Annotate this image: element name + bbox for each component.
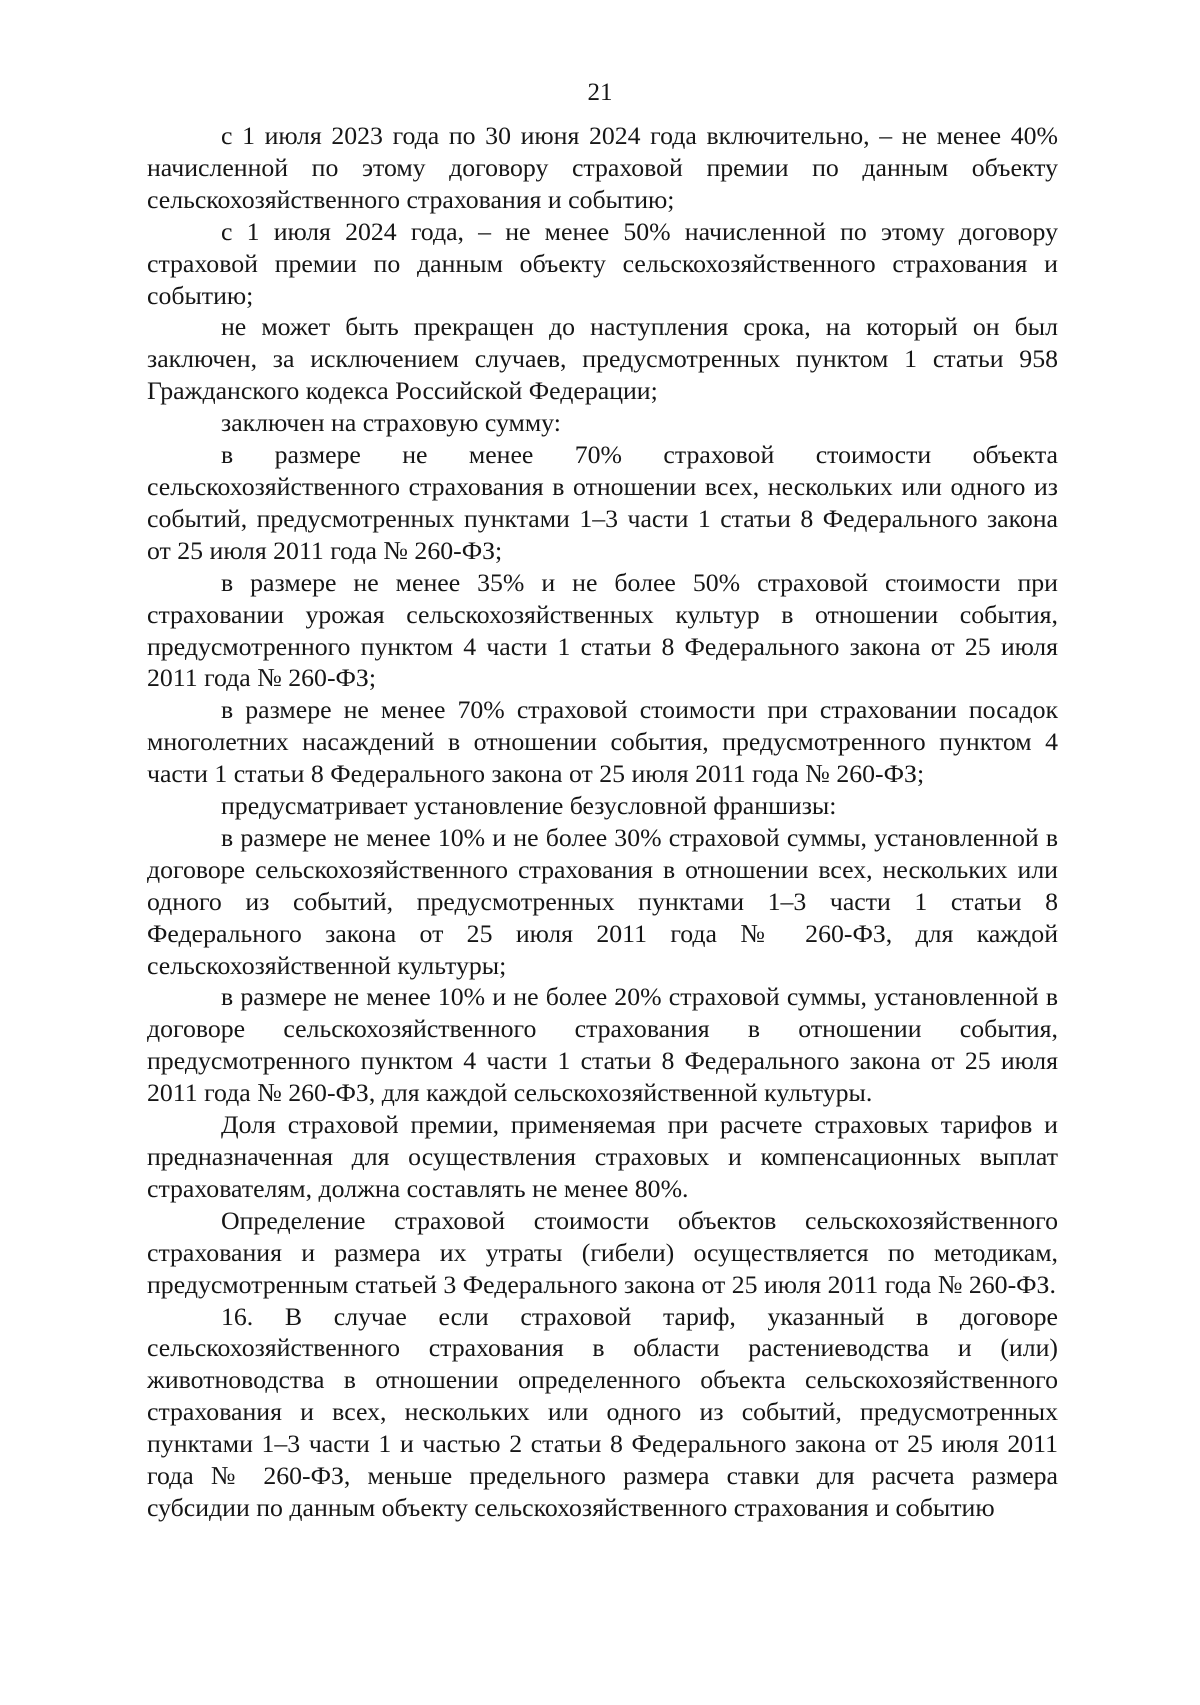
paragraph: заключен на страховую сумму: [221, 408, 561, 438]
paragraph: в размере не менее 10% и не более 30% страховой суммы, установленной в договоре сельскохозяйственного страхования в отношении всех, нескольких или одного из событий, предусмотренных пунктами 1–3 части 1 статьи 8 Федерального закона от 25 июля 2011 года № 260-ФЗ, для каждой сельскохозяйственной культуры; [147, 822, 1058, 980]
paragraph: не может быть прекращен до наступления срока, на который он был заключен, за исключением случаев, предусмотренных пунктом 1 статьи 958 Гражданского кодекса Российской Федерации; [147, 312, 1058, 406]
paragraph: в размере не менее 70% страховой стоимости объекта сельскохозяйственного страхования в отношении всех, нескольких или одного из событий, предусмотренных пунктами 1–3 части 1 статьи 8 Федерального закона от 25 июля 2011 года № 260-ФЗ; [147, 440, 1058, 565]
document-body [147, 120, 1058, 1524]
paragraph: с 1 июля 2024 года, – не менее 50% начисленной по этому договору страховой премии по данным объекту сельскохозяйственного страхования и событию; [147, 216, 1058, 310]
paragraph: с 1 июля 2023 года по 30 июня 2024 года включительно, – не менее 40% начисленной по этому договору страховой премии по данным объекту сельскохозяйственного страхования и событию; [147, 121, 1058, 214]
paragraph: в размере не менее 70% страховой стоимости при страховании посадок многолетних насаждений в отношении события, предусмотренного пунктом 4 части 1 статьи 8 Федерального закона от 25 июля 2011 года № 260-ФЗ; [147, 695, 1058, 789]
paragraph: Определение страховой стоимости объектов сельскохозяйственного страхования и размера их утраты (гибели) осуществляется по методикам, предусмотренным статьей 3 Федерального закона от 25 июля 2011 года № 260-ФЗ. [147, 1205, 1058, 1299]
paragraph: в размере не менее 10% и не более 20% страховой суммы, установленной в договоре сельскохозяйственного страхования в отношении события, предусмотренного пунктом 4 части 1 статьи 8 Федерального закона от 25 июля 2011 года № 260-ФЗ, для каждой сельскохозяйственной культуры. [147, 982, 1058, 1108]
page-number: 21 [587, 79, 613, 106]
paragraph: Доля страховой премии, применяемая при расчете страховых тарифов и предназначенная для осуществления страховых и компенсационных выплат страхователям, должна составлять не менее 80%. [147, 1110, 1058, 1203]
paragraph: в размере не менее 35% и не более 50% страховой стоимости при страховании урожая сельскохозяйственных культур в отношении события, предусмотренного пунктом 4 части 1 статьи 8 Федерального закона от 25 июля 2011 года № 260-ФЗ; [147, 567, 1058, 693]
paragraph: предусматривает установление безусловной франшизы: [221, 791, 837, 821]
paragraph: 16. В случае если страховой тариф, указанный в договоре сельскохозяйственного страхования в области растениеводства и (или) животноводства в отношении определенного объекта сельскохозяйственного страхования и всех, нескольких или одного из событий, предусмотренных пунктами 1–3 части 1 и частью 2 статьи 8 Федерального закона от 25 июля 2011 года № 260-ФЗ, меньше предельного размера ставки для расчета размера субсидии по данным объекту сельскохозяйственного страхования и событию [147, 1301, 1058, 1522]
